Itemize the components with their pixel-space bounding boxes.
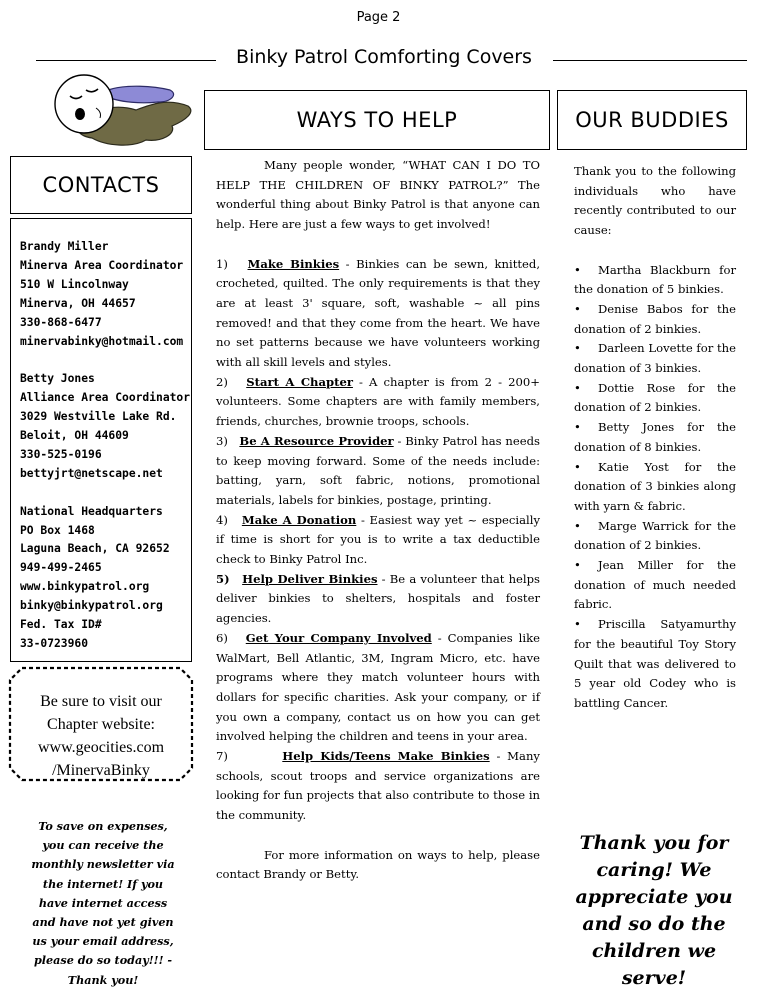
note-line: you can receive the	[42, 838, 164, 853]
contact-line: 3029 Westville Lake Rd.	[20, 410, 177, 424]
item-label: Be A Resource Provider	[239, 433, 394, 448]
item-text: - Binky Patrol has needs to keep moving forward. Some of the needs include: batting, yarn, soft fabric, notions, promotional materials, labels for binkies, postage, printing.	[216, 433, 540, 507]
thanks-line: serve!	[621, 967, 687, 989]
contact-email: binky@binkypatrol.org	[20, 599, 163, 613]
item-label: Help Kids/Teens Make Binkies	[282, 749, 490, 764]
header-rule-right	[553, 60, 747, 61]
item-label: Start A Chapter	[246, 374, 353, 389]
thanks-line: appreciate you	[575, 886, 733, 908]
buddy-text: Dottie Rose for the donation of 2 binkies.	[574, 380, 736, 415]
article-intro: Many people wonder, “WHAT CAN I DO TO HELP THE CHILDREN OF BINKY PATROL?” The wonderful thing about Binky Patrol is that anyone can help. Here are just a few ways to get involved!	[216, 158, 540, 232]
buddy-item	[574, 300, 736, 339]
buddy-item	[574, 418, 736, 457]
moon-mouth	[75, 108, 85, 120]
website-url: www.geocities.com	[37, 739, 165, 756]
ways-to-help-heading: WAYS TO HELP	[204, 90, 550, 150]
note-line: Thank you!	[67, 972, 139, 987]
bullet-icon: •	[574, 518, 581, 533]
header-rule-left	[36, 60, 216, 61]
bullet-icon: •	[574, 617, 581, 632]
moon-face	[55, 75, 113, 133]
help-item-make-binkies	[216, 255, 540, 373]
our-buddies-list	[574, 162, 736, 714]
contact-line: PO Box 1468	[20, 523, 95, 537]
help-item-company-involved	[216, 629, 540, 747]
thanks-line: caring! We	[596, 859, 712, 881]
item-number: 4)	[216, 512, 228, 527]
website-callout-line: Chapter website:	[47, 716, 155, 733]
contact-line: Alliance Area Coordinator	[20, 391, 191, 405]
buddy-item	[574, 556, 736, 615]
buddy-item	[574, 517, 736, 556]
item-text: - Easiest way yet ~ especially if time is short for you is to write a tax deductible check to Binky Patrol Inc.	[216, 512, 540, 567]
item-text: - Many schools, scout troops and service organizations are looking for fun projects that also contribute to those in the community.	[216, 749, 540, 823]
item-text: - Binkies can be sewn, knitted, crocheted, quilted. The only requirements is that they are at least 3' square, soft, washable ~ all pins removed! and that they come from the heart. We have no set patterns because we have volunteers working with all skill levels and styles.	[216, 256, 541, 370]
buddy-text: Katie Yost for the donation of 3 binkies along with yarn & fabric.	[574, 459, 736, 513]
email-newsletter-note	[10, 817, 196, 990]
newsletter-title: Binky Patrol Comforting Covers	[236, 46, 532, 68]
bullet-icon: •	[574, 558, 581, 573]
contact-line: Laguna Beach, CA 92652	[20, 542, 170, 556]
buddy-item	[574, 339, 736, 378]
website-url: /MinervaBinky	[52, 762, 150, 779]
item-text: - Companies like WalMart, Bell Atlantic, 3M, Ingram Micro, etc. have programs where they match volunteer hours with dollars for specific charities. Ask your company, or if you own a company, contact us on how you can get involved helping the children and teens in your area.	[216, 630, 540, 744]
thank-you-message	[566, 830, 742, 992]
bullet-icon: •	[574, 341, 581, 356]
contact-line: Fed. Tax ID#	[20, 618, 102, 632]
contact-line: National Headquarters	[20, 504, 163, 518]
buddy-item	[574, 261, 736, 300]
contact-line: 510 W Lincolnway	[20, 277, 129, 291]
note-line: the internet! If you	[42, 876, 164, 891]
contacts-heading: CONTACTS	[10, 156, 192, 214]
help-item-resource-provider	[216, 432, 540, 511]
contact-line: 330-525-0196	[20, 447, 102, 461]
note-line: please do so today!!! -	[33, 953, 173, 968]
sleeping-moon-icon	[36, 68, 206, 152]
bullet-icon: •	[574, 380, 581, 395]
contact-national-headquarters	[20, 503, 191, 654]
item-number: 3)	[216, 433, 228, 448]
item-number: 1)	[216, 256, 228, 271]
thanks-line: children we	[591, 940, 717, 962]
bullet-icon: •	[574, 262, 581, 277]
item-number: 6)	[216, 630, 228, 645]
item-label: Get Your Company Involved	[245, 630, 432, 645]
pillow-shape	[104, 86, 173, 103]
note-line: have internet access	[38, 895, 168, 910]
buddy-text: Martha Blackburn for the donation of 5 binkies.	[574, 262, 736, 297]
buddy-text: Priscilla Satyamurthy for the beautiful Toy Story Quilt that was delivered to 5 year old Codey who is battling Cancer.	[574, 617, 736, 710]
buddy-text: Betty Jones for the donation of 8 binkies.	[574, 420, 736, 454]
buddy-item	[574, 458, 736, 517]
contact-line: Minerva Area Coordinator	[20, 258, 184, 272]
contact-line: Betty Jones	[20, 372, 95, 386]
contact-brandy-miller	[20, 238, 191, 351]
buddy-text: Denise Babos for the donation of 2 binkies.	[574, 301, 736, 336]
our-buddies-heading: OUR BUDDIES	[557, 90, 747, 150]
page-number: Page 2	[356, 10, 401, 25]
help-item-make-donation	[216, 511, 540, 570]
buddy-text: Jean Miller for the donation of much needed fabric.	[574, 558, 736, 612]
item-text: - A chapter is from 2 - 200+ volunteers. Some chapters are with family members, friends, churches, brownie troops, schools.	[216, 374, 540, 429]
note-line: us your email address,	[32, 934, 174, 949]
ways-to-help-article	[216, 156, 540, 885]
contact-line: Beloit, OH 44609	[20, 429, 129, 443]
thanks-line: Thank you for	[579, 832, 729, 854]
note-line: and have not yet given	[32, 915, 174, 930]
buddies-intro: Thank you to the following individuals who have recently contributed to our cause:	[574, 164, 736, 238]
item-number: 2)	[216, 374, 228, 389]
website-callout-line: Be sure to visit our	[40, 693, 162, 710]
help-item-kids-teens	[216, 747, 540, 826]
item-number: 7)	[216, 749, 228, 764]
item-text: - Be a volunteer that helps deliver binkies to shelters, hospitals and foster agencies.	[216, 571, 540, 626]
contact-line: Brandy Miller	[20, 240, 109, 253]
help-item-deliver-binkies	[216, 570, 540, 629]
contact-email: bettyjrt@netscape.net	[20, 466, 163, 480]
note-line: monthly newsletter via	[31, 857, 175, 872]
website-callout	[20, 690, 182, 782]
contact-website: www.binkypatrol.org	[20, 580, 150, 594]
buddy-text: Darleen Lovette for the donation of 3 binkies.	[574, 341, 736, 376]
contacts-list	[10, 218, 192, 662]
article-closing: For more information on ways to help, please contact Brandy or Betty.	[216, 847, 540, 882]
contact-line: 330-868-6477	[20, 315, 102, 329]
contact-line: 33-0723960	[20, 637, 89, 650]
buddy-item	[574, 379, 736, 418]
contact-line: 949-499-2465	[20, 561, 102, 575]
contact-line: Minerva, OH 44657	[20, 296, 136, 310]
bullet-icon: •	[574, 301, 581, 316]
thanks-line: and so do the	[582, 913, 726, 935]
bullet-icon: •	[574, 420, 581, 435]
item-label: Make A Donation	[241, 512, 357, 527]
item-label: Help Deliver Binkies	[242, 571, 378, 586]
item-label: Make Binkies	[247, 256, 340, 271]
contact-email: minervabinky@hotmail.com	[20, 334, 184, 348]
contact-betty-jones	[20, 370, 191, 483]
item-number: 5)	[216, 571, 230, 586]
bullet-icon: •	[574, 459, 581, 474]
buddy-text: Marge Warrick for the donation of 2 binkies.	[574, 518, 736, 553]
buddy-item	[574, 615, 736, 714]
note-line: To save on expenses,	[38, 819, 168, 833]
help-item-start-chapter	[216, 373, 540, 432]
